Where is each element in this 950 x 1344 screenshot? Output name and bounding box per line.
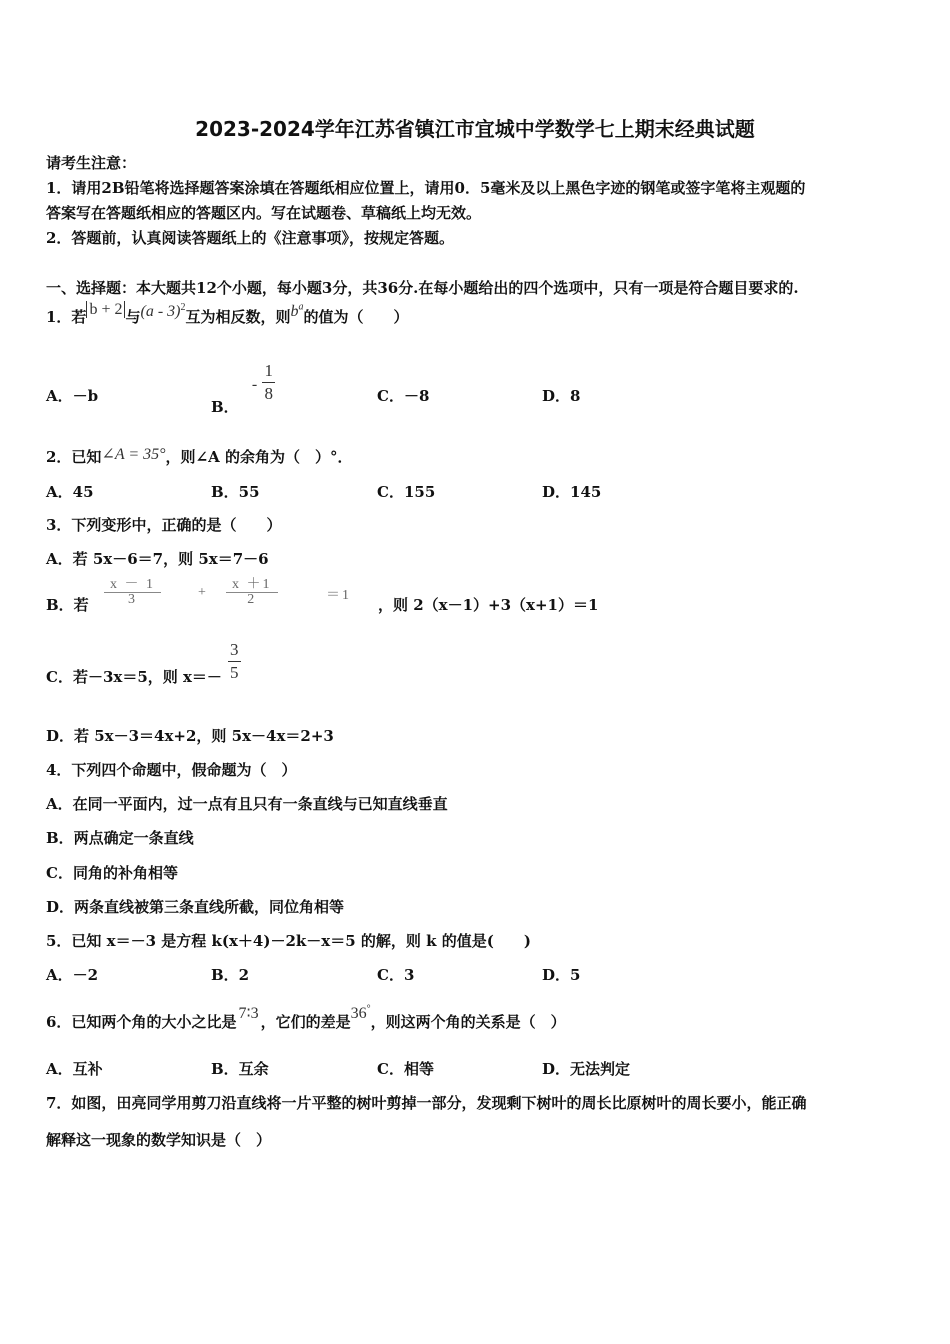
q1-option-b-fraction (262, 360, 275, 405)
question-6 (46, 1003, 566, 1032)
section-heading: 一、选择题：本大题共12个小题，每小题3分，共36分.在每小题给出的四个选项中，只有一项是符合题目要求的. (46, 279, 799, 297)
q3-option-b-fraction-1 (104, 578, 161, 607)
q5-option-a: A．－2 (46, 966, 99, 984)
q3-option-b-fraction-2 (226, 578, 278, 607)
q1-option-b-den: 8 (264, 384, 273, 403)
q6-diff-value: 36 (350, 1005, 367, 1022)
q4-option-c: C．同角的补角相等 (46, 864, 178, 882)
q6-mid: ，它们的差是 (260, 1013, 351, 1031)
q1-square-exp: 2 (180, 301, 186, 313)
q1-power-exp: a (298, 301, 304, 313)
q3-b-num-2: x ＋1 (226, 578, 278, 593)
q5-option-d: D．5 (542, 966, 581, 984)
q3-option-c-num: 3 (228, 639, 241, 662)
q2-option-d: D．145 (542, 483, 602, 501)
q1-power-base: b (290, 303, 299, 320)
q6-diff (351, 1005, 371, 1022)
question-1 (46, 301, 409, 327)
q1-tail: 互为相反数，则 (185, 308, 291, 326)
q1-option-b-sign: - (251, 375, 258, 393)
q1-abs-expr: b + 2 (86, 301, 125, 318)
q3-b-num-1: x － 1 (104, 578, 161, 593)
q1-mid: 与 (125, 308, 141, 326)
q1-option-b-label: B． (211, 397, 239, 416)
notice-line-3: 2．答题前，认真阅读答题纸上的《注意事项》，按规定答题。 (46, 229, 454, 247)
q1-option-a: A．－b (46, 387, 99, 405)
page-title: 2023-2024学年江苏省镇江市宜城中学数学七上期末经典试题 (195, 117, 755, 141)
q3-option-b-tail: ，则 2（x－1）+3（x+1）＝1 (378, 596, 599, 614)
q6-option-a: A．互补 (46, 1060, 103, 1078)
q1-square-base: (a - 3) (140, 303, 181, 320)
q6-tail: ，则这两个角的关系是（ ） (370, 1013, 566, 1031)
q3-option-a: A．若 5x－6＝7，则 5x＝7－6 (46, 550, 269, 568)
q5-option-b: B．2 (211, 966, 250, 984)
q3-option-c-den: 5 (230, 663, 239, 682)
q6-diff-degree: ° (366, 1003, 371, 1015)
question-2 (46, 446, 352, 467)
q4-option-d: D．两条直线被第三条直线所截，同位角相等 (46, 898, 345, 916)
q3-b-den-2: 2 (247, 592, 257, 607)
q3-option-b-label: B．若 (46, 596, 89, 614)
q1-prefix: 1．若 (46, 308, 87, 326)
q6-option-d: D．无法判定 (542, 1060, 631, 1078)
question-4: 4．下列四个命题中，假命题为（ ） (46, 761, 297, 779)
notice-line-1: 1．请用2B铅笔将选择题答案涂填在答题纸相应位置上，请用0．5毫米及以上黑色字迹的钢笔或签字笔将主观题的 (46, 179, 806, 197)
question-5: 5．已知 x＝－3 是方程 k(x＋4)－2k－x＝5 的解，则 k 的值是( ) (46, 932, 531, 950)
q3-b-den-1: 3 (128, 592, 137, 607)
question-3: 3．下列变形中，正确的是（ ） (46, 516, 282, 534)
q4-option-b: B．两点确定一条直线 (46, 829, 194, 847)
q3-option-d: D．若 5x－3＝4x+2，则 5x－4x＝2+3 (46, 727, 334, 745)
q1-option-c: C．－8 (377, 387, 430, 405)
q3-option-c-label: C．若－3x＝5，则 x＝－ (46, 668, 222, 686)
q3-option-c-fraction (228, 639, 241, 684)
notice-line-2: 答案写在答题纸相应的答题区内。写在试题卷、草稿纸上均无效。 (46, 204, 482, 222)
q6-option-b: B．互余 (211, 1060, 269, 1078)
q1-power (290, 303, 303, 320)
q2-expr: ∠A = 35° (101, 446, 166, 463)
q2-prefix: 2．已知 (46, 448, 102, 466)
q1-option-b (211, 360, 275, 416)
q3-option-b-equals: ＝1 (326, 588, 351, 603)
q3-option-c-frac (228, 639, 241, 684)
q5-option-c: C．3 (377, 966, 415, 984)
question-7-line-1: 7．如图，田亮同学用剪刀沿直线将一片平整的树叶剪掉一部分，发现剩下树叶的周长比原树叶的周长要小，能正确 (46, 1094, 807, 1112)
q6-option-c: C．相等 (377, 1060, 434, 1078)
q1-option-b-num: 1 (262, 360, 275, 383)
q2-tail: ，则∠A 的余角为（ ）°． (165, 448, 353, 466)
q1-end: 的值为（ ） (303, 308, 409, 326)
q1-option-d: D．8 (542, 387, 581, 405)
q2-option-b: B．55 (211, 483, 260, 501)
q6-prefix: 6．已知两个角的大小之比是 (46, 1013, 237, 1031)
q2-option-c: C．155 (377, 483, 436, 501)
question-7-line-2: 解释这一现象的数学知识是（ ） (46, 1131, 272, 1149)
q1-square (140, 301, 186, 326)
q6-ratio: 7∶3 (238, 1005, 259, 1022)
q2-option-a: A．45 (46, 483, 94, 501)
q4-option-a: A．在同一平面内，过一点有且只有一条直线与已知直线垂直 (46, 795, 448, 813)
q3-option-b-plus: + (198, 585, 208, 600)
notice-heading: 请考生注意： (46, 154, 137, 172)
